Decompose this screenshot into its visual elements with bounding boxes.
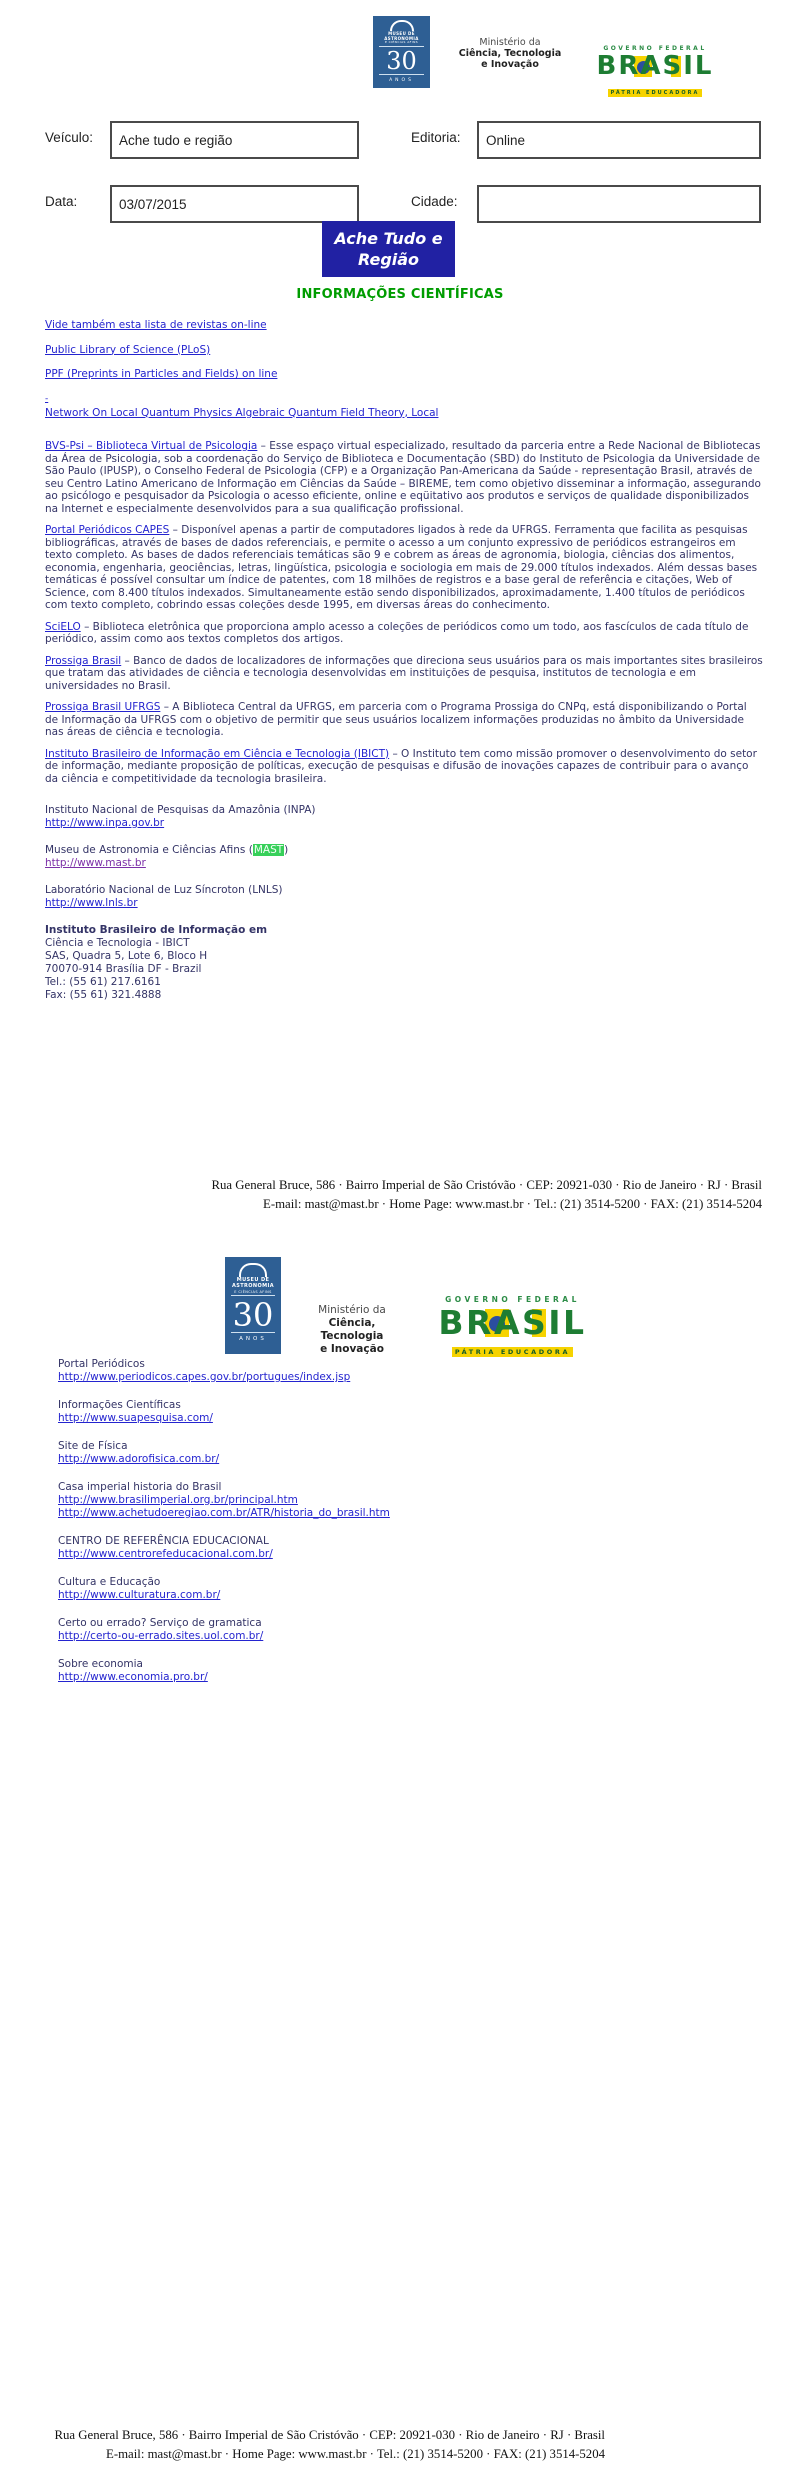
cidade-field[interactable] — [477, 185, 761, 223]
prossiga-brasil-link[interactable]: Prossiga Brasil — [45, 654, 122, 667]
brasil-wordmark: BRASIL — [596, 51, 714, 81]
ibict-name-2: Ciência e Tecnologia - IBICT — [45, 937, 190, 949]
mast-url-link[interactable]: http://www.mast.br — [45, 856, 146, 869]
capes-url-link[interactable]: http://www.periodicos.capes.gov.br/portugues/index.jsp — [58, 1371, 351, 1383]
ministerio-line: Ministério da — [479, 37, 541, 48]
inpa-url-link[interactable]: http://www.inpa.gov.br — [45, 816, 165, 829]
mast-address-footer — [182, 1176, 762, 1213]
patria-educadora-label: PÁTRIA EDUCADORA — [608, 89, 703, 97]
page-title: INFORMAÇÕES CIENTÍFICAS — [296, 287, 504, 302]
footer-address-line: Rua General Bruce, 586 · Bairro Imperial de São Cristóvão · CEP: 20921-030 · Rio de Janeiro · RJ · Brasil — [54, 2428, 605, 2442]
institution-name: Laboratório Nacional de Luz Síncroton (LNLS) — [45, 884, 283, 896]
brasilimperial-url-link[interactable]: http://www.brasilimperial.org.br/principal.htm — [58, 1494, 298, 1506]
paragraph-text: – O Instituto tem como missão promover o desenvolvimento do setor de informação, mediante proposição de políticas, execução de pesquisas e difusão de inovações capazes de contribuir para o avanço da ciência e competitividade da tecnologia brasileira. — [45, 747, 757, 785]
footer-contact-line: E-mail: mast@mast.br · Home Page: www.mast.br · Tel.: (21) 3514-5200 · FAX: (21) 3514-5204 — [106, 2446, 605, 2461]
link-label: Cultura e Educação — [58, 1576, 161, 1588]
mast-address-footer — [20, 2426, 605, 2463]
paragraph-ibict — [45, 748, 763, 786]
institution-name: Museu de Astronomia e Ciências Afins (MAST) — [45, 844, 289, 856]
list-item — [58, 1617, 678, 1643]
paragraph-text: – Disponível apenas a partir de computadores ligados à rede da UFRGS. Ferramenta que facilita as pesquisas bibliográficas, através de bases de dados referenciais, e permite o acesso a um conjunto expressivo de periódicos estrangeiros em texto completo. As bases de dados referenciais temáticas são 9 e cobrem as áreas de agronomia, biologia, ciências dos alimentos, economia, engenharia, geociências, letras, lingüística, psicologia e sociologia em mais de 29.000 títulos indexados. Além dessas bases temáticas é possível consultar um índice de patentes, com 18 milhões de registros e a base geral de referência e citações, Web of Science, com 8.400 títulos indexados. Simultaneamente estão sendo disponibilizados, aproximadamente, 1.400 títulos de periódicos com texto completo, cobrindo essas coleções desde 1995, em diversas áreas do conhecimento. — [45, 524, 758, 611]
link-label: Certo ou errado? Serviço de gramatica — [58, 1617, 262, 1629]
centrorefeducacional-url-link[interactable]: http://www.centrorefeducacional.com.br/ — [58, 1548, 273, 1560]
link-label: Site de Física — [58, 1440, 128, 1452]
ministerio-line: Ciência, Tecnologia — [458, 48, 562, 59]
plos-link[interactable]: Public Library of Science (PLoS) — [45, 343, 211, 356]
list-item-inpa — [45, 804, 763, 829]
prossiga-ufrgs-link[interactable]: Prossiga Brasil UFRGS — [45, 701, 161, 713]
mast-anos-label: ANOS — [389, 77, 414, 83]
economia-url-link[interactable]: http://www.economia.pro.br/ — [58, 1671, 208, 1683]
mast-logo-text: E CIÊNCIAS AFINS — [384, 40, 419, 44]
cidade-label: Cidade: — [411, 194, 458, 209]
mast-highlight: MAST — [253, 844, 284, 856]
paragraph-text: – Banco de dados de localizadores de informações que direciona seus usuários para os mais importantes sites brasileiros que tratam das atividades de ciência e tecnologia desenvolvidas em instituições de pesquisa, institutos de tecnologia e em universidades no Brasil. — [45, 654, 763, 692]
adorofisica-url-link[interactable]: http://www.adorofisica.com.br/ — [58, 1453, 220, 1465]
mast-logo-text: E CIÊNCIAS AFINS — [234, 1289, 272, 1294]
links-directory — [58, 1358, 678, 1699]
list-item — [58, 1399, 678, 1425]
ache-tudo-e-regiao-banner — [322, 221, 455, 277]
governo-federal-label: GOVERNO FEDERAL — [603, 45, 707, 52]
article-content — [45, 319, 763, 1002]
patria-educadora-label: PÁTRIA EDUCADORA — [452, 1347, 573, 1357]
paragraph-prossiga — [45, 655, 763, 693]
ministerio-line: Ministério da — [318, 1304, 386, 1316]
governo-federal-brasil-logo — [591, 45, 719, 98]
banner-line: Ache Tudo e — [334, 229, 443, 248]
ibict-address-block — [45, 924, 763, 1002]
footer-address-line: Rua General Bruce, 586 · Bairro Imperial de São Cristóvão · CEP: 20921-030 · Rio de Janeiro · RJ · Brasil — [211, 1178, 762, 1192]
observatory-dome-icon — [239, 1263, 267, 1277]
culturatura-url-link[interactable]: http://www.culturatura.com.br/ — [58, 1589, 221, 1601]
ibict-address: SAS, Quadra 5, Lote 6, Bloco H — [45, 950, 208, 962]
ministerio-logo — [296, 1304, 408, 1356]
data-field[interactable]: 03/07/2015 — [110, 185, 359, 223]
mast-anos-label: ANOS — [239, 1335, 267, 1342]
list-item — [58, 1535, 678, 1561]
ibict-name: Instituto Brasileiro de Informação em — [45, 924, 268, 936]
achetudoeregiao-url-link[interactable]: http://www.achetudoeregiao.com.br/ATR/historia_do_brasil.htm — [58, 1507, 390, 1519]
network-quantum-link[interactable]: Network On Local Quantum Physics Algebraic Quantum Field Theory, Local — [45, 406, 439, 419]
ministerio-line: e Inovação — [320, 1343, 384, 1355]
scielo-link[interactable]: SciELO — [45, 620, 81, 633]
footer-contact-line: E-mail: mast@mast.br · Home Page: www.mast.br · Tel.: (21) 3514-5200 · FAX: (21) 3514-5204 — [263, 1196, 762, 1211]
paragraph-capes — [45, 524, 763, 612]
bvs-psi-link[interactable]: BVS-Psi – Biblioteca Virtual de Psicologia — [45, 440, 258, 452]
list-item-mast — [45, 844, 763, 869]
brasil-wordmark: BRASIL — [438, 1303, 587, 1342]
ibict-fax: Fax: (55 61) 321.4888 — [45, 989, 162, 1001]
mast-museum-logo — [373, 16, 430, 88]
governo-federal-brasil-logo — [432, 1295, 593, 1358]
paragraph-text: – A Biblioteca Central da UFRGS, em parceria com o Programa Prossiga do CNPq, está disponibilizando o Portal de Informação da UFRGS com o objetivo de permitir que seus usuários localizem informações produzidas no âmbito da Universidade nas áreas de ciência e tecnologia. — [45, 701, 747, 738]
paragraph-text: – Esse espaço virtual especializado, resultado da parceria entre a Rede Nacional de Bibliotecas da Área de Psicologia, sob a coordenação do Serviço de Biblioteca e Documentação (SBD) do Instituto de Psicologia da Universidade de São Paulo (IPUSP), o Conselho Federal de Psicologia (CFP) e a Organização Pan-Americana da Saúde - representação Brasil, através de seu Centro Latino Americano de Informação em Ciências da Saúde – BIREME, tem como objetivo disseminar a informação, assegurando ao psicólogo e pesquisador da Psicologia o acesso eficiente, online e eqüitativo aos produtos e serviços de qualidade disponibilizados na Internet e especialmente desenvolvidos para a sua qualificação profissional. — [45, 440, 761, 515]
link-label: Casa imperial historia do Brasil — [58, 1481, 222, 1493]
banner-line: Região — [357, 250, 420, 269]
link-label: Sobre economia — [58, 1658, 143, 1670]
divider — [379, 74, 425, 75]
paragraph-text: – Biblioteca eletrônica que proporciona amplo acesso a coleções de periódicos como um todo, aos fascículos de cada título de periódico, assim como aos textos completos dos artigos. — [45, 620, 749, 645]
suapesquisa-url-link[interactable]: http://www.suapesquisa.com/ — [58, 1412, 213, 1424]
paragraph-bvs-psi — [45, 440, 763, 515]
ibict-tel: Tel.: (55 61) 217.6161 — [45, 976, 161, 988]
ibict-link[interactable]: Instituto Brasileiro de Informação em Ciência e Tecnologia (IBICT) — [45, 747, 390, 760]
link-label: CENTRO DE REFERÊNCIA EDUCACIONAL — [58, 1535, 269, 1547]
dash-link[interactable]: - — [45, 393, 49, 404]
veiculo-field[interactable]: Ache tudo e região — [110, 121, 359, 159]
link-label: Informações Científicas — [58, 1399, 181, 1411]
veiculo-label: Veículo: — [45, 130, 94, 145]
mast-30-number: 30 — [386, 46, 417, 75]
institutions-list — [45, 804, 763, 1002]
ministerio-line: Ciência, Tecnologia — [320, 1317, 384, 1342]
list-item — [58, 1481, 678, 1520]
editoria-label: Editoria: — [411, 130, 461, 145]
institution-name: Instituto Nacional de Pesquisas da Amazônia (INPA) — [45, 804, 316, 816]
paragraph-scielo — [45, 621, 763, 646]
mast-logo-text: MUSEU DE — [236, 1277, 270, 1283]
ministerio-line: e Inovação — [481, 59, 539, 70]
data-label: Data: — [45, 194, 78, 209]
divider — [231, 1332, 276, 1333]
list-item-lnls — [45, 884, 763, 909]
portal-capes-link[interactable]: Portal Periódicos CAPES — [45, 524, 170, 536]
revistas-online-link[interactable]: Vide também esta lista de revistas on-line — [45, 319, 267, 331]
editoria-field[interactable]: Online — [477, 121, 761, 159]
governo-federal-label: GOVERNO FEDERAL — [445, 1295, 580, 1304]
paragraph-prossiga-ufrgs — [45, 701, 763, 739]
mast-logo-text: ASTRONOMIA — [231, 1283, 275, 1290]
mast-30-number: 30 — [232, 1295, 274, 1334]
list-item — [58, 1440, 678, 1466]
link-label: Portal Periódicos — [58, 1358, 145, 1370]
ministerio-logo — [448, 37, 572, 70]
mast-logo-text: ASTRONOMIA — [384, 36, 419, 41]
observatory-dome-icon — [390, 20, 414, 31]
ibict-city: 70070-914 Brasília DF - Brazil — [45, 963, 202, 975]
mast-logo-text: MUSEU DE — [388, 31, 415, 36]
list-item — [58, 1358, 678, 1384]
list-item — [58, 1576, 678, 1602]
certo-ou-errado-url-link[interactable]: http://certo-ou-errado.sites.uol.com.br/ — [58, 1630, 264, 1642]
ppf-link[interactable]: PPF (Preprints in Particles and Fields) on line — [45, 368, 278, 380]
mast-museum-logo — [225, 1257, 281, 1354]
lnls-url-link[interactable]: http://www.lnls.br — [45, 896, 138, 909]
list-item — [58, 1658, 678, 1684]
